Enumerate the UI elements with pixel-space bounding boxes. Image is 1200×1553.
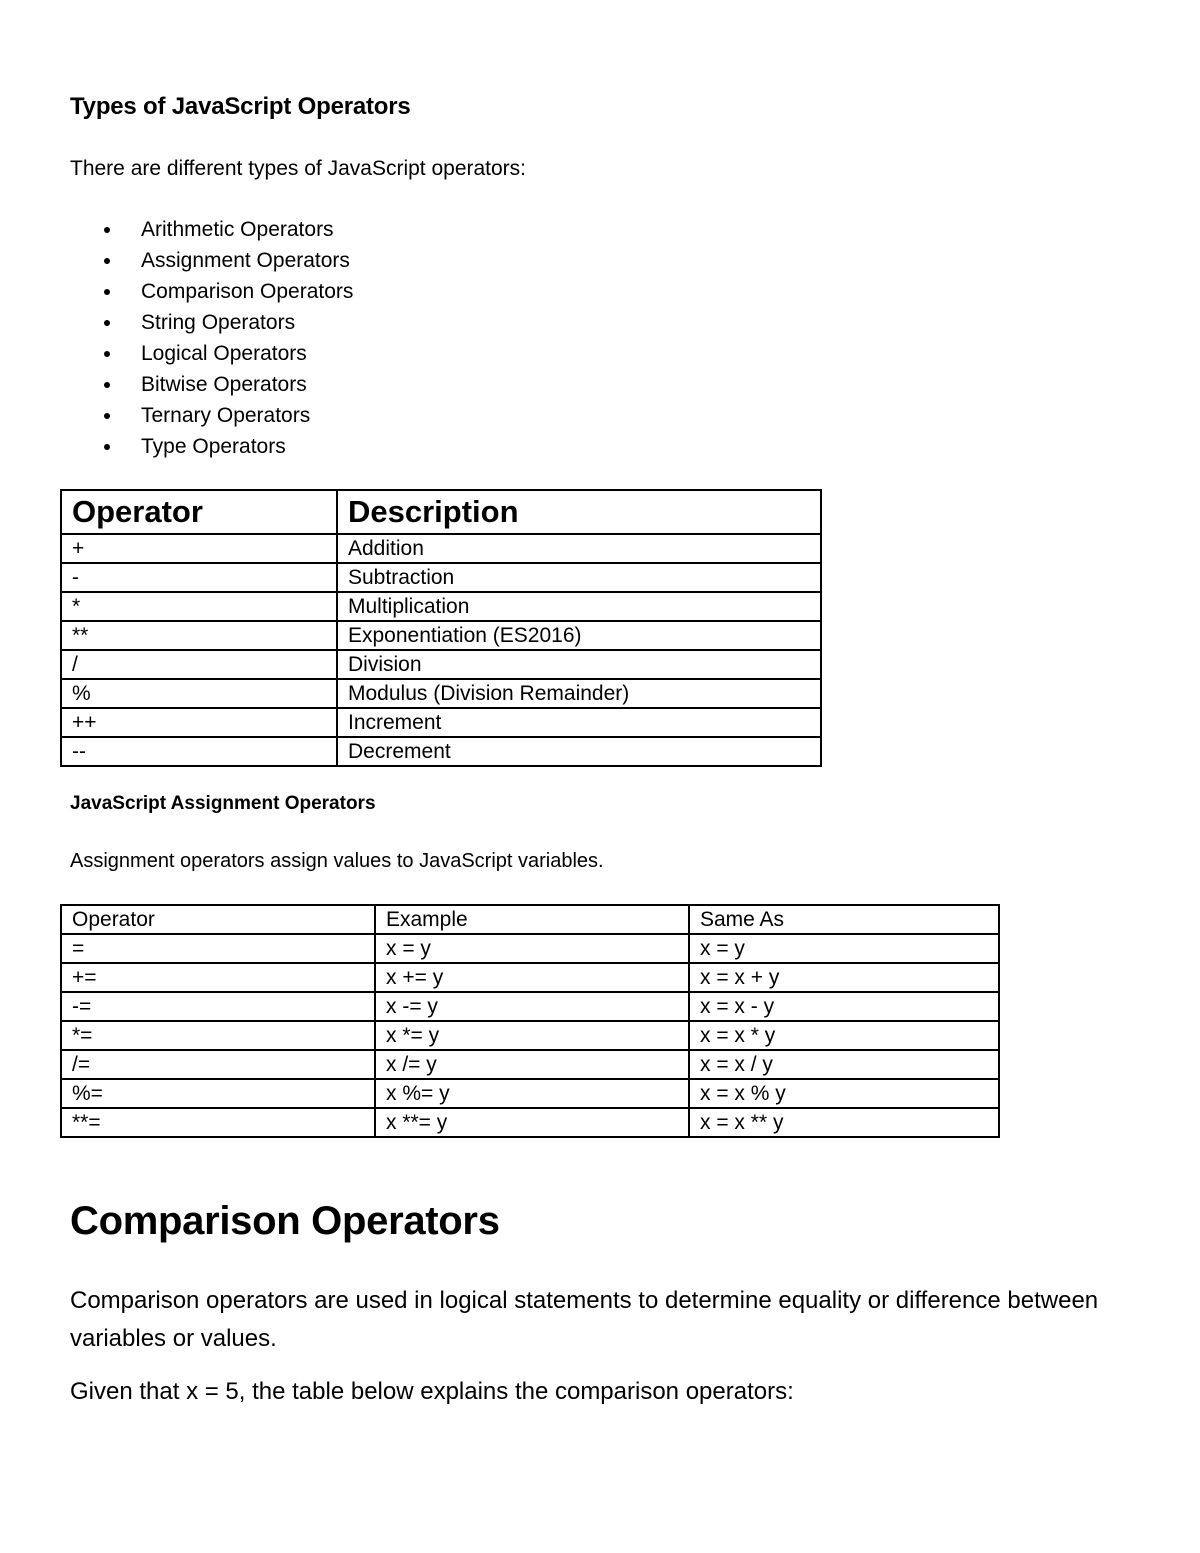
bullet-icon xyxy=(104,444,110,450)
bullet-icon xyxy=(104,382,110,388)
operator-cell: - xyxy=(61,563,337,592)
list-item: Type Operators xyxy=(100,431,353,462)
assignment-heading: JavaScript Assignment Operators xyxy=(70,793,376,814)
same-as-cell: x = x / y xyxy=(689,1050,999,1079)
operator-cell: += xyxy=(61,963,375,992)
table-row xyxy=(61,1079,999,1108)
table-row xyxy=(61,1021,999,1050)
table-row xyxy=(61,708,821,737)
table-row xyxy=(61,1108,999,1137)
example-cell: x -= y xyxy=(375,992,689,1021)
description-cell: Multiplication xyxy=(337,592,821,621)
table-row xyxy=(61,534,821,563)
section-title-types: Types of JavaScript Operators xyxy=(70,93,411,120)
list-item: Comparison Operators xyxy=(100,276,353,307)
column-header-same-as: Same As xyxy=(689,905,999,934)
comparison-given-statement: Given that x = 5, the table below explains the comparison operators: xyxy=(70,1378,794,1405)
description-cell: Exponentiation (ES2016) xyxy=(337,621,821,650)
example-cell: x = y xyxy=(375,934,689,963)
bullet-icon xyxy=(104,289,110,295)
table-header-row xyxy=(61,905,999,934)
operator-cell: ** xyxy=(61,621,337,650)
operator-cell: % xyxy=(61,679,337,708)
description-cell: Modulus (Division Remainder) xyxy=(337,679,821,708)
operator-cell: -= xyxy=(61,992,375,1021)
list-item: Assignment Operators xyxy=(100,245,353,276)
operator-cell: %= xyxy=(61,1079,375,1108)
example-cell: x /= y xyxy=(375,1050,689,1079)
same-as-cell: x = x % y xyxy=(689,1079,999,1108)
description-cell: Division xyxy=(337,650,821,679)
operator-cell: = xyxy=(61,934,375,963)
table-row xyxy=(61,592,821,621)
table-row xyxy=(61,621,821,650)
bullet-icon xyxy=(104,258,110,264)
operator-cell: -- xyxy=(61,737,337,766)
intro-paragraph: There are different types of JavaScript operators: xyxy=(70,157,527,180)
column-header-description: Description xyxy=(337,490,821,534)
list-item: Logical Operators xyxy=(100,338,353,369)
table-row xyxy=(61,563,821,592)
operator-cell: *= xyxy=(61,1021,375,1050)
same-as-cell: x = x * y xyxy=(689,1021,999,1050)
example-cell: x *= y xyxy=(375,1021,689,1050)
list-item: Bitwise Operators xyxy=(100,369,353,400)
operator-cell: ++ xyxy=(61,708,337,737)
column-header-example: Example xyxy=(375,905,689,934)
table-row xyxy=(61,679,821,708)
same-as-cell: x = x + y xyxy=(689,963,999,992)
same-as-cell: x = y xyxy=(689,934,999,963)
list-item: Arithmetic Operators xyxy=(100,214,353,245)
arithmetic-operators-table xyxy=(60,489,822,767)
bullet-icon xyxy=(104,351,110,357)
operator-cell: **= xyxy=(61,1108,375,1137)
operator-cell: / xyxy=(61,650,337,679)
operator-cell: + xyxy=(61,534,337,563)
column-header-operator: Operator xyxy=(61,905,375,934)
comparison-heading: Comparison Operators xyxy=(70,1199,500,1243)
operator-types-list xyxy=(100,214,353,462)
operator-cell: /= xyxy=(61,1050,375,1079)
table-row xyxy=(61,992,999,1021)
bullet-icon xyxy=(104,320,110,326)
description-cell: Addition xyxy=(337,534,821,563)
table-header-row xyxy=(61,490,821,534)
same-as-cell: x = x - y xyxy=(689,992,999,1021)
comparison-description: Comparison operators are used in logical statements to determine equality or difference between variables or values. xyxy=(70,1287,1099,1352)
example-cell: x += y xyxy=(375,963,689,992)
example-cell: x **= y xyxy=(375,1108,689,1137)
table-row xyxy=(61,737,821,766)
description-cell: Subtraction xyxy=(337,563,821,592)
bullet-icon xyxy=(104,227,110,233)
table-row xyxy=(61,934,999,963)
column-header-operator: Operator xyxy=(61,490,337,534)
assignment-description: Assignment operators assign values to JavaScript variables. xyxy=(70,850,604,872)
table-row xyxy=(61,963,999,992)
same-as-cell: x = x ** y xyxy=(689,1108,999,1137)
list-item: Ternary Operators xyxy=(100,400,353,431)
operator-cell: * xyxy=(61,592,337,621)
description-cell: Increment xyxy=(337,708,821,737)
list-item: String Operators xyxy=(100,307,353,338)
description-cell: Decrement xyxy=(337,737,821,766)
example-cell: x %= y xyxy=(375,1079,689,1108)
table-row xyxy=(61,1050,999,1079)
bullet-icon xyxy=(104,413,110,419)
assignment-operators-table xyxy=(60,904,1000,1138)
table-row xyxy=(61,650,821,679)
